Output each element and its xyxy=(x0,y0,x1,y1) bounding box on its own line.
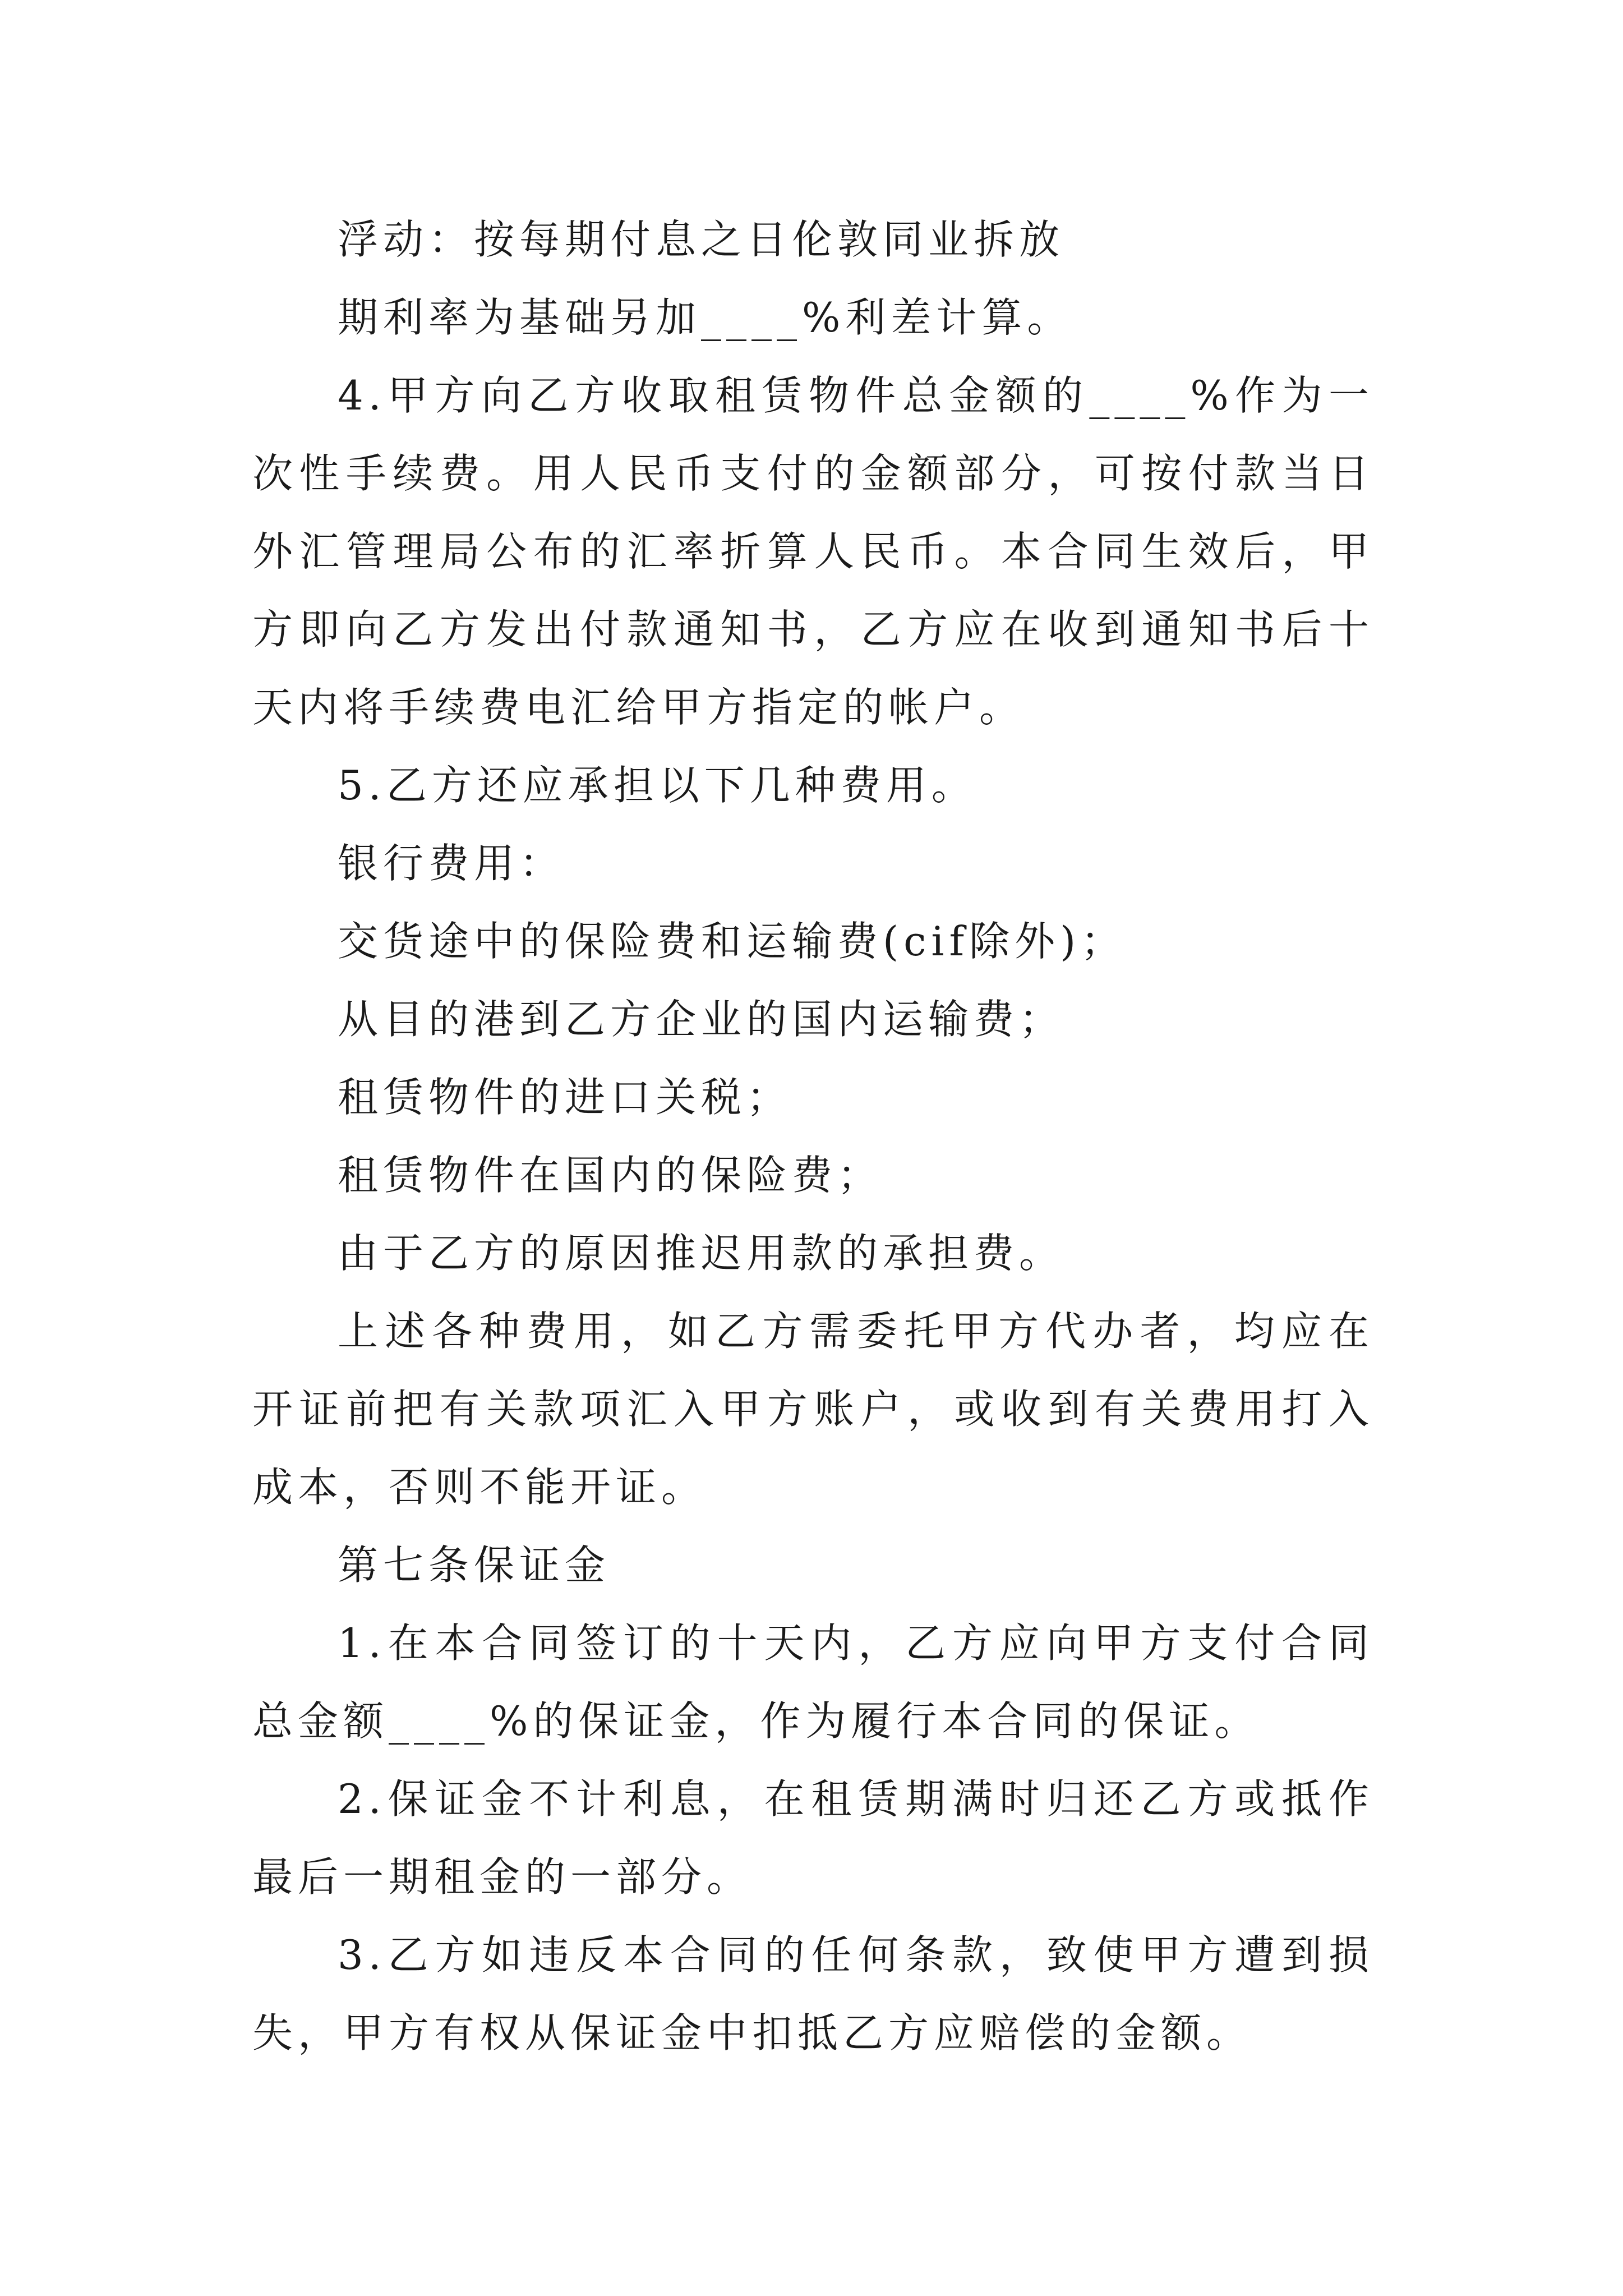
list-item-commitment-fee: 由于乙方的原因推迟用款的承担费。 xyxy=(338,1230,1065,1277)
list-item-domestic-transport: 从目的港到乙方企业的国内运输费； xyxy=(338,996,1065,1043)
paragraph-rate-spread: 期利率为基础另加____%利差计算。 xyxy=(338,294,1073,341)
document-body xyxy=(252,201,1374,2072)
paragraph-deposit-2: 2.保证金不计利息，在租赁期满时归还乙方或抵作最后一期租金的一部分。 xyxy=(252,1775,1374,1901)
paragraph-handling-fee: 4.甲方向乙方收取租赁物件总金额的____%作为一次性手续费。用人民币支付的金额部分，可按付款当日外汇管理局公布的汇率折算人民币。本合同生效后，甲方即向乙方发出付款通知书，乙方应在收到通知书后十天内将手续费电汇给甲方指定的帐户。 xyxy=(252,372,1374,731)
paragraph-floating-rate: 浮动：按每期付息之日伦敦同业拆放 xyxy=(338,216,1065,263)
list-item-import-duty: 租赁物件的进口关税； xyxy=(338,1074,792,1121)
paragraph-fee-payment: 上述各种费用，如乙方需委托甲方代办者，均应在开证前把有关款项汇入甲方账户，或收到有关费用打入成本，否则不能开证。 xyxy=(252,1308,1374,1511)
list-item-transit-insurance: 交货途中的保险费和运输费(cif除外)； xyxy=(338,918,1127,965)
list-item-domestic-insurance: 租赁物件在国内的保险费； xyxy=(338,1152,883,1199)
list-item-bank-fees: 银行费用： xyxy=(338,840,565,887)
section-heading-deposit: 第七条保证金 xyxy=(338,1542,611,1589)
paragraph-other-fees: 5.乙方还应承担以下几种费用。 xyxy=(338,762,977,809)
paragraph-deposit-3: 3.乙方如违反本合同的任何条款，致使甲方遭到损失，甲方有权从保证金中扣抵乙方应赔偿的金额。 xyxy=(252,1931,1374,2056)
paragraph-deposit-1: 1.在本合同签订的十天内，乙方应向甲方支付合同总金额____%的保证金，作为履行本合同的保证。 xyxy=(252,1619,1374,1745)
